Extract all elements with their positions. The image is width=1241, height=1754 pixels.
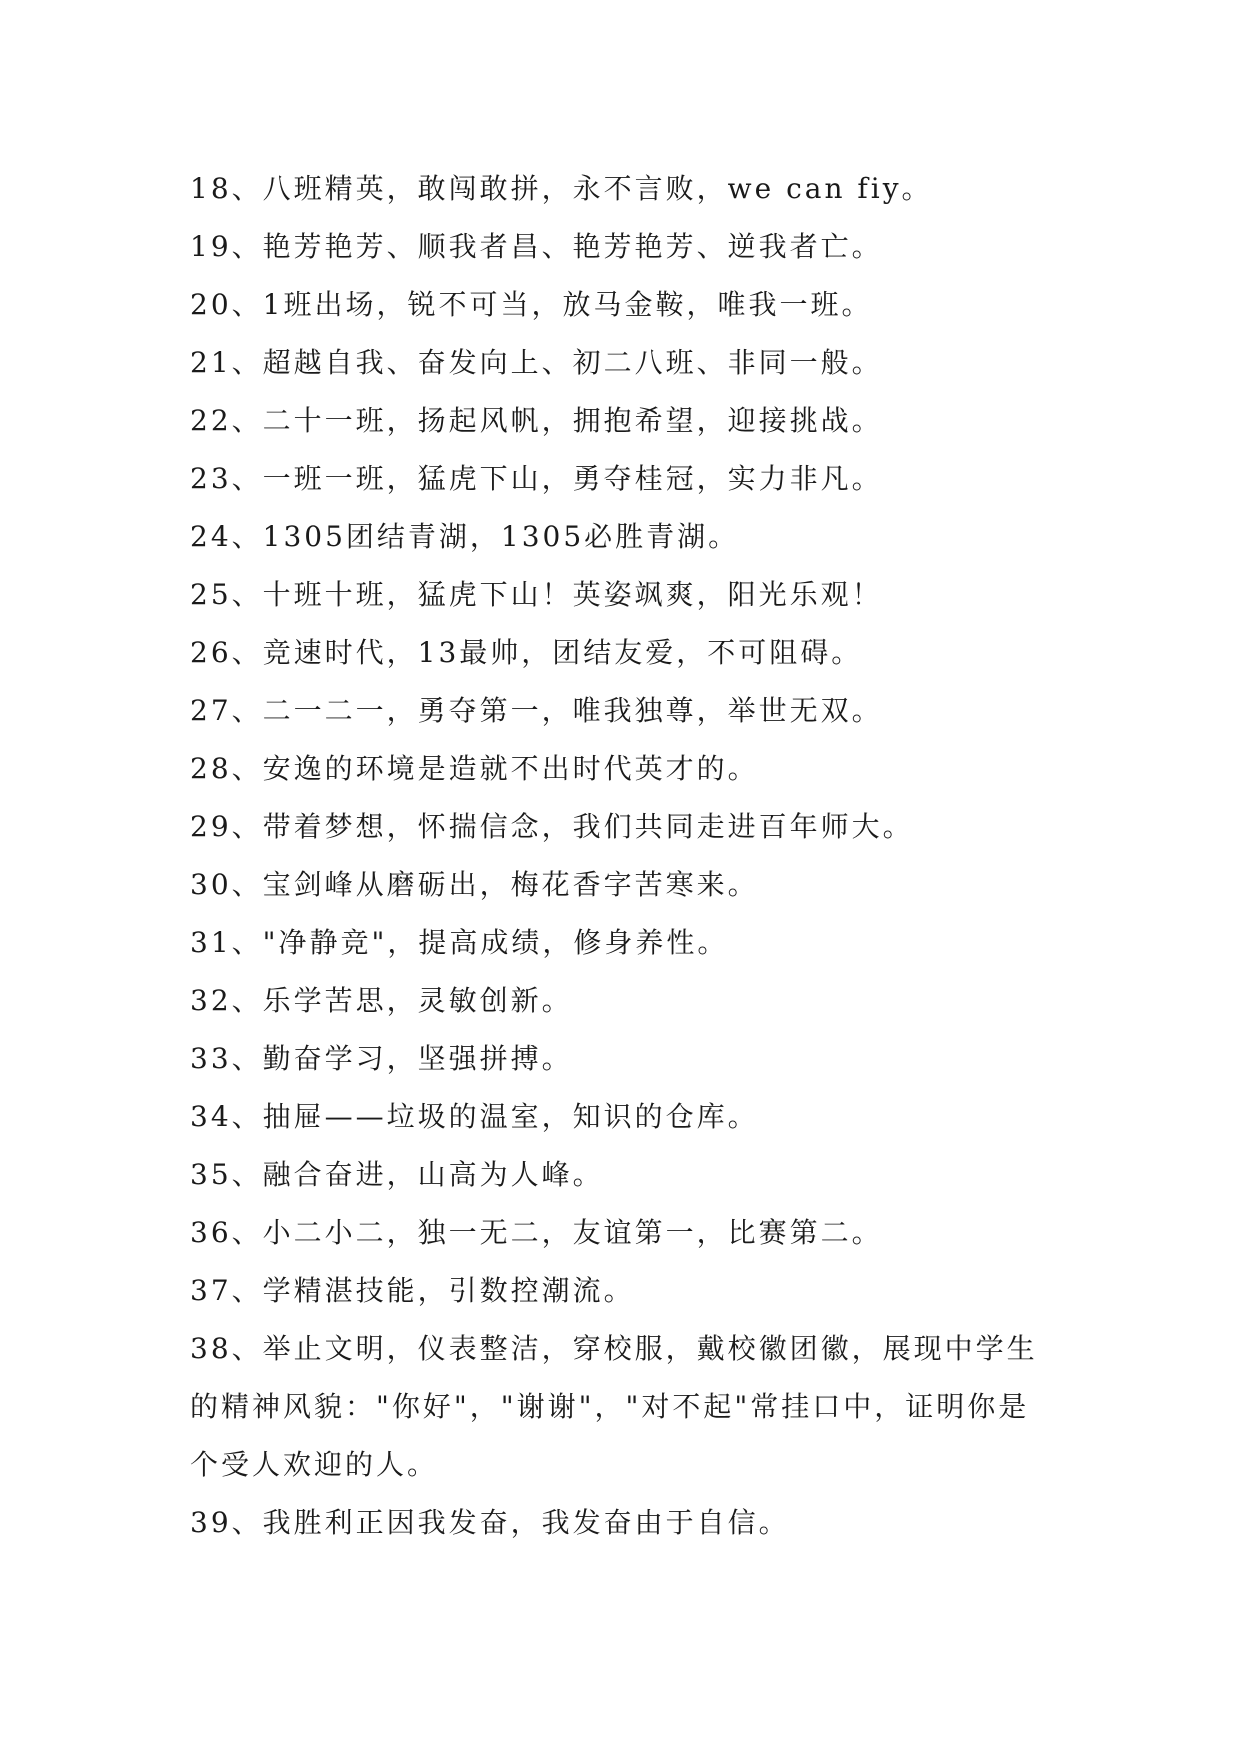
- slogan-line-20: 20、1班出场，锐不可当，放马金鞍，唯我一班。: [190, 288, 873, 321]
- slogan-line-31: 31、"净静竞"，提高成绩，修身养性。: [190, 926, 729, 959]
- slogan-line-24: 24、1305团结青湖，1305必胜青湖。: [190, 520, 740, 553]
- slogan-line-37: 37、学精湛技能，引数控潮流。: [190, 1274, 635, 1307]
- slogan-line-25: 25、十班十班，猛虎下山！英姿飒爽，阳光乐观！: [190, 578, 883, 611]
- slogan-line-27: 27、二一二一，勇夺第一，唯我独尊，举世无双。: [190, 694, 883, 727]
- slogan-line-26: 26、竞速时代，13最帅，团结友爱，不可阻碍。: [190, 636, 863, 669]
- slogan-line-22: 22、二十一班，扬起风帆，拥抱希望，迎接挑战。: [190, 404, 883, 437]
- slogan-line-35: 35、融合奋进，山高为人峰。: [190, 1158, 604, 1191]
- slogan-line-38: 38、举止文明，仪表整洁，穿校服，戴校徽团徽，展现中学生的精神风貌："你好"，"谢谢"，"对不起"常挂口中，证明你是个受人欢迎的人。: [190, 1332, 1038, 1481]
- slogan-line-32: 32、乐学苦思，灵敏创新。: [190, 984, 573, 1017]
- slogan-line-21: 21、超越自我、奋发向上、初二八班、非同一般。: [190, 346, 883, 379]
- slogan-line-33: 33、勤奋学习，坚强拼搏。: [190, 1042, 573, 1075]
- slogan-line-19: 19、艳芳艳芳、顺我者昌、艳芳艳芳、逆我者亡。: [190, 230, 883, 263]
- slogan-line-39: 39、我胜利正因我发奋，我发奋由于自信。: [190, 1506, 790, 1539]
- slogan-line-34: 34、抽屉——垃圾的温室，知识的仓库。: [190, 1100, 759, 1133]
- slogan-line-29: 29、带着梦想，怀揣信念，我们共同走进百年师大。: [190, 810, 914, 843]
- slogan-line-36: 36、小二小二，独一无二，友谊第一，比赛第二。: [190, 1216, 883, 1249]
- slogan-line-18: 18、八班精英，敢闯敢拼，永不言败，we can fiy。: [190, 172, 933, 205]
- slogan-line-23: 23、一班一班，猛虎下山，勇夺桂冠，实力非凡。: [190, 462, 883, 495]
- slogan-list: [190, 160, 1060, 1552]
- slogan-line-30: 30、宝剑峰从磨砺出，梅花香字苦寒来。: [190, 868, 759, 901]
- slogan-line-28: 28、安逸的环境是造就不出时代英才的。: [190, 752, 759, 785]
